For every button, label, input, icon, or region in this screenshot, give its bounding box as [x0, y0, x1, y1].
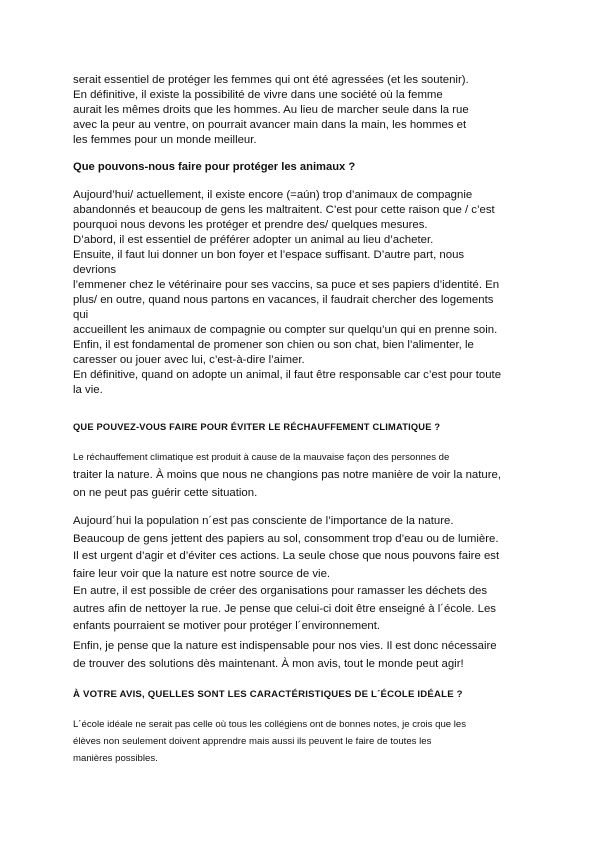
- text-line: abandonnés et beaucoup de gens les maltraitent. C’est pour cette raison que / c’est: [73, 204, 495, 216]
- text-line: accueillent les animaux de compagnie ou compter sur quelqu’un qui en prenne soin.: [73, 324, 498, 336]
- text-line: En définitive, il existe la possibilité de vivre dans une société où la femme: [73, 89, 443, 101]
- text-line: L´école idéale ne serait pas celle où tous les collégiens ont de bonnes notes, je crois que les: [73, 719, 467, 730]
- text-line: En définitive, quand on adopte un animal, il faut être responsable car c’est pour toute: [73, 369, 502, 381]
- text-line: Aujourd´hui la population n´est pas consciente de l’importance de la nature.: [73, 515, 454, 527]
- section-heading: À VOTRE AVIS, QUELLES SONT LES CARACTÉRISTIQUES DE L´ÉCOLE IDÉALE ?: [73, 689, 463, 700]
- text-line: traiter la nature. À moins que nous ne changions pas notre manière de voir la nature,: [73, 468, 502, 481]
- school-body: [73, 716, 533, 767]
- school-section: [73, 687, 533, 702]
- text-line: plus/ en outre, quand nous partons en vacances, il faudrait chercher des logements: [73, 294, 494, 306]
- text-line: Il est urgent d’agir et d’éviter ces actions. La seule chose que nous pouvons faire est: [73, 550, 500, 562]
- text-line: la vie.: [73, 384, 103, 396]
- text-line: D’abord, il est essentiel de préférer adopter un animal au lieu d’acheter.: [73, 234, 434, 246]
- animals-section: [73, 160, 533, 175]
- text-line: Le réchauffement climatique est produit à cause de la mauvaise façon des personnes de: [73, 452, 450, 463]
- section-heading: Que pouvons-nous faire pour protéger les animaux ?: [73, 161, 356, 173]
- text-line: Aujourd’hui/ actuellement, il existe encore (=aún) trop d’animaux de compagnie: [73, 189, 473, 201]
- text-line: serait essentiel de protéger les femmes qui ont été agressées (et les soutenir).: [73, 74, 469, 86]
- text-line: aurait les mêmes droits que les hommes. Au lieu de marcher seule dans la rue: [73, 104, 469, 116]
- climate-paragraph-2: [73, 513, 533, 636]
- text-line: Ensuite, il faut lui donner un bon foyer et l’espace suffisant. D’autre part, nous: [73, 249, 465, 261]
- text-line: devrions: [73, 264, 117, 276]
- climate-paragraph-3: [73, 637, 533, 673]
- text-line: les femmes pour un monde meilleur.: [73, 134, 257, 146]
- animals-body: [73, 188, 533, 398]
- text-line: Beaucoup de gens jettent des papiers au sol, consomment trop d’eau ou de lumière.: [73, 532, 499, 545]
- text-line: on ne peut pas guérir cette situation.: [73, 486, 258, 499]
- text-line: En autre, il est possible de créer des organisations pour ramasser les déchets des: [73, 585, 488, 597]
- climate-paragraph-1: [73, 451, 533, 502]
- text-line: autres afin de nettoyer la rue. Je pense que celui-ci doit être enseigné à l´école. Les: [73, 602, 496, 615]
- text-line: enfants pourraient se motiver pour protéger l´environnement.: [73, 620, 381, 632]
- text-line: manières possibles.: [73, 753, 158, 764]
- text-line: pourquoi nous devons les protéger et prendre des/ quelques mesures.: [73, 219, 428, 231]
- text-line: de trouver des solutions dès maintenant. À mon avis, tout le monde peut agir!: [73, 658, 464, 670]
- section-heading: QUE POUVEZ-VOUS FAIRE POUR ÉVITER LE RÉCHAUFFEMENT CLIMATIQUE ?: [73, 422, 441, 432]
- text-line: faire leur voir que la nature est notre source de vie.: [73, 567, 331, 580]
- climate-section: [73, 420, 533, 435]
- text-line: caresser ou jouer avec lui, c’est-à-dire l’aimer.: [73, 354, 305, 366]
- women-section: [73, 73, 533, 148]
- text-line: Enfin, je pense que la nature est indispensable pour nos vies. Il est donc nécessaire: [73, 640, 497, 652]
- text-line: l’emmener chez le vétérinaire pour ses vaccins, sa puce et ses papiers d’identité. En: [73, 279, 500, 291]
- text-line: avec la peur au ventre, on pourrait avancer main dans la main, les hommes et: [73, 119, 467, 131]
- text-line: qui: [73, 309, 89, 321]
- text-line: Enfin, il est fondamental de promener son chien ou son chat, bien l’alimenter, le: [73, 339, 474, 351]
- text-line: élèves non seulement doivent apprendre mais aussi ils peuvent le faire de toutes les: [73, 736, 432, 747]
